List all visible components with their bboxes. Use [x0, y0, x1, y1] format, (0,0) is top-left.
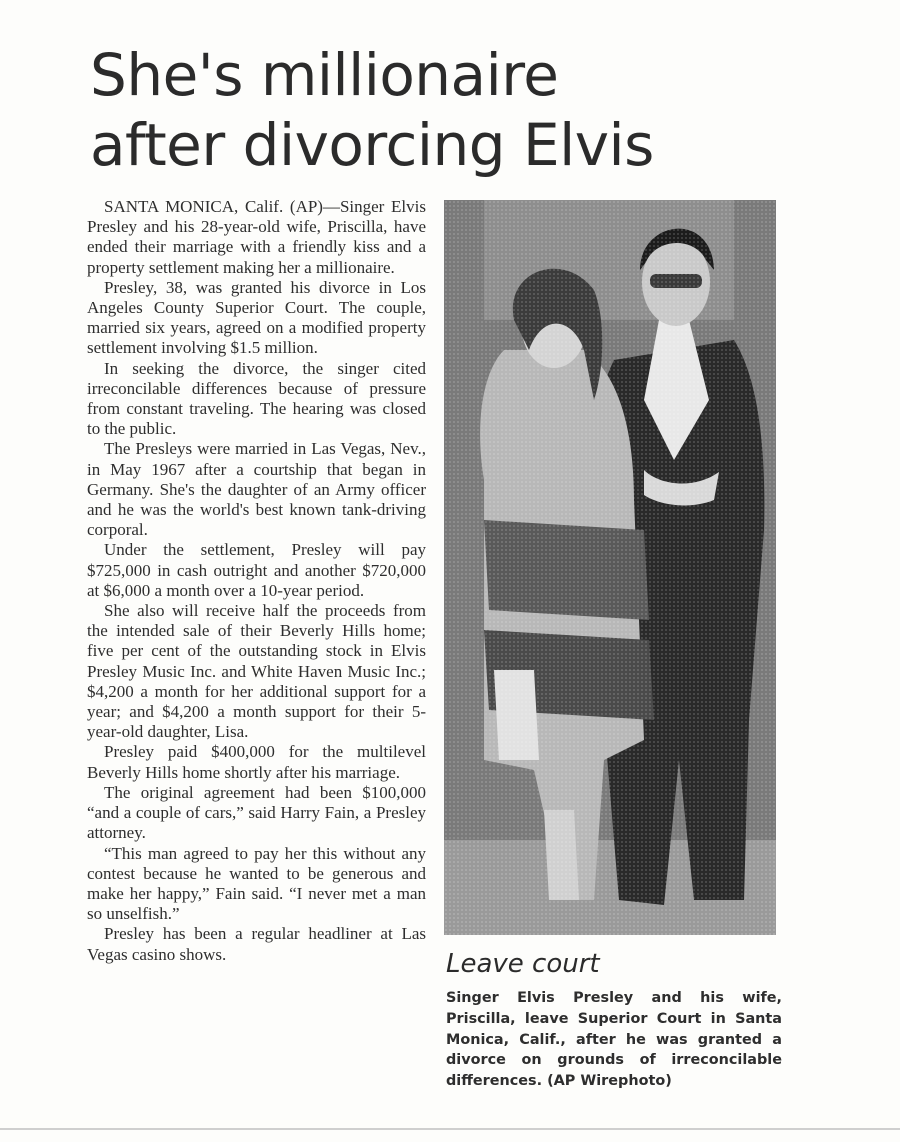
article-paragraph: In seeking the divorce, the singer cited irreconcilable differences because of pressure from constant traveling. The hearing was closed to the public.: [87, 358, 426, 439]
headline-line-2: after divorcing Elvis: [90, 111, 654, 179]
article-paragraph: Under the settlement, Presley will pay $725,000 in cash outright and another $720,000 at $6,000 a month over a 10-year period.: [87, 540, 426, 600]
clipping-edge: [0, 1128, 900, 1130]
article-paragraph: SANTA MONICA, Calif. (AP)—Singer Elvis Presley and his 28-year-old wife, Priscilla, have ended their marriage with a friendly kiss and a property settlement making her a millionaire.: [87, 197, 426, 277]
caption-title: Leave court: [446, 949, 600, 979]
article-paragraph: Presley has been a regular headliner at Las Vegas casino shows.: [87, 924, 426, 964]
article-paragraph: Presley, 38, was granted his divorce in Los Angeles County Superior Court. The couple, married six years, agreed on a modified property settlement involving $1.5 million.: [87, 277, 426, 358]
news-photo: [444, 200, 776, 935]
halftone-texture: [444, 200, 776, 935]
article-paragraph: She also will receive half the proceeds from the intended sale of their Beverly Hills home; five per cent of the outstanding stock in Elvis Presley Music Inc. and White Haven Music Inc.; $4,200 a month for her additional support for a year; and $4,200 a month support for their 5-year-old daughter, Lisa.: [87, 601, 426, 742]
article-paragraph: The original agreement had been $100,000 “and a couple of cars,” said Harry Fain, a Presley attorney.: [87, 782, 426, 843]
article-paragraph: The Presleys were married in Las Vegas, Nev., in May 1967 after a courtship that began in Germany. She's the daughter of an Army officer and he was the world's best known tank-driving corporal.: [87, 439, 426, 540]
article-body: [87, 197, 426, 965]
headline-line-1: She's millionaire: [90, 41, 559, 109]
headline: [90, 40, 810, 180]
caption-text: Singer Elvis Presley and his wife, Priscilla, leave Superior Court in Santa Monica, Calif., after he was granted a divorce on grounds of irreconcilable differences. (AP Wirephoto): [446, 990, 782, 1090]
photo-illustration: [444, 200, 776, 935]
article-paragraph: Presley paid $400,000 for the multilevel Beverly Hills home shortly after his marriage.: [87, 742, 426, 782]
article-paragraph: “This man agreed to pay her this without any contest because he wanted to be generous and make her happy,” Fain said. “I never met a man so unselfish.”: [87, 843, 426, 924]
